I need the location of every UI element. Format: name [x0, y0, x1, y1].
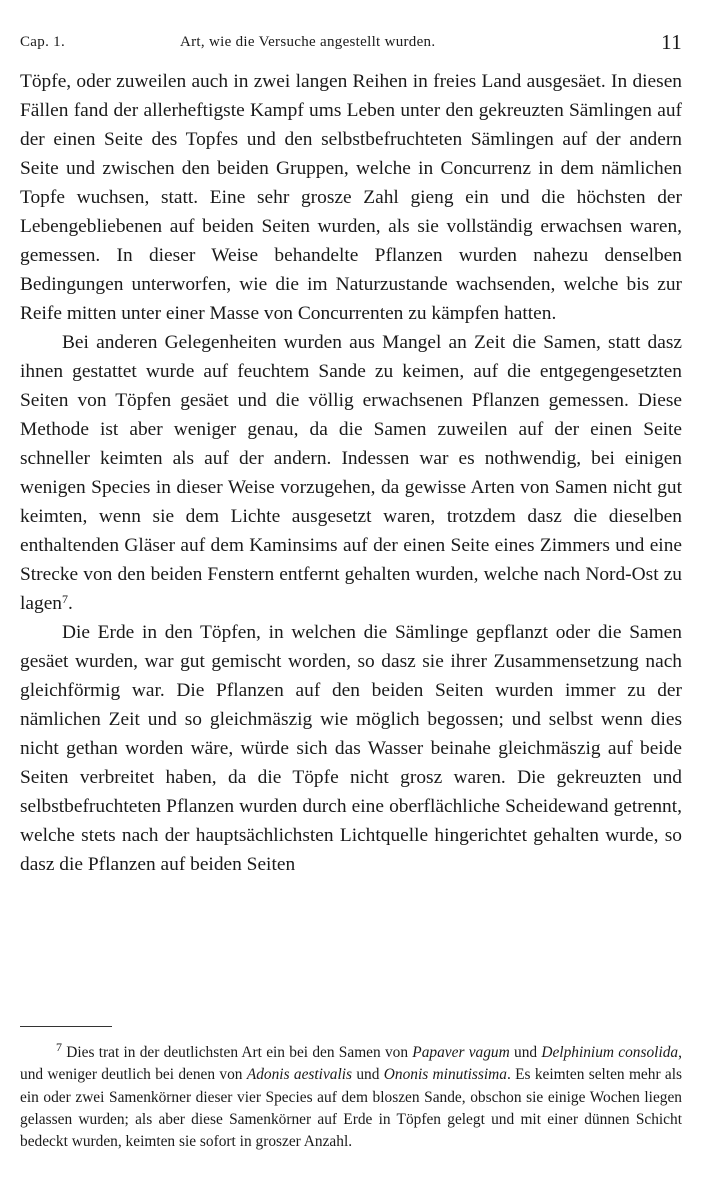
paragraph-1: Töpfe, oder zuweilen auch in zwei langen Reihen in freies Land ausgesäet. In diesen Fällen fand der allerheftigste Kampf ums Leben unter den gekreuzten Sämlingen auf der einen Seite des Topfes und den selbstbefruchteten Sämlingen auf der andern Seite und zwischen den beiden Gruppen, welche in Concurrenz in dem nämlichen Topfe wuchsen, statt. Eine sehr grosze Zahl gieng ein und die höchsten der Lebengebliebenen auf beiden Seiten wurden, als sie vollständig erwachsen waren, gemessen. In dieser Weise behandelte Pflanzen wurden nahezu denselben Bedingungen unterworfen, wie die im Naturzustande wachsenden, welche bis zur Reife mitten unter einer Masse von Concurrenten zu kämpfen hatten.	[20, 71, 682, 324]
footnote	[20, 1042, 682, 1153]
chapter-label: Cap. 1.	[20, 34, 66, 50]
species-name: Adonis aestivalis	[246, 1066, 353, 1084]
species-name: Delphinium consolida	[541, 1044, 679, 1061]
footnote-text	[20, 1042, 682, 1153]
paragraph-2-end: .	[68, 593, 73, 614]
footnote-marker: 7	[56, 1040, 62, 1054]
page-number: 11	[661, 30, 682, 54]
main-text	[20, 67, 682, 879]
species-name: Ononis minutissima	[383, 1066, 507, 1084]
footnote-segment: und	[509, 1044, 542, 1061]
footnote-segment: Dies trat in der deutlichsten Art ein bei den Samen von	[62, 1044, 413, 1061]
footnote-segment: und	[352, 1066, 384, 1084]
paragraph-3: Die Erde in den Töpfen, in welchen die Sämlinge gepflanzt oder die Samen gesäet wurden, war gut gemischt worden, so dasz sie ihrer Zusammensetzung nach gleichförmig war. Die Pflanzen auf den beiden Seiten wurden immer zu der nämlichen Zeit und so gleichmäszig wie möglich begossen; und selbst wenn dies nicht gethan worden wäre, würde sich das Wasser beinahe gleichmäszig auf beide Seiten verbreitet haben, da die Töpfe nicht grosz waren. Die gekreuzten und selbstbefruchteten Pflanzen wurden durch eine oberflächliche Scheidewand getrennt, welche stets nach der hauptsächlichsten Lichtquelle hingerichtet gehalten wurde, so dasz die Pflanzen auf beiden Seiten	[20, 622, 682, 875]
footnote-divider	[20, 1026, 112, 1027]
running-header	[20, 30, 682, 56]
species-name: Papaver vagum	[412, 1044, 510, 1061]
footnote-segment: . Es keimten selten mehr als ein oder zwei Samenkörner dieser vier Species auf dem bloszen Sande, obschon sie einige Wochen liegen gelassen wurden; als aber diese Samenkörner auf Erde in Töpfen gelegt und mit einer dünnen Schicht bedeckt wurden, keimten sie sofort in groszer Anzahl.	[20, 1066, 682, 1151]
paragraph-2	[20, 328, 682, 618]
footnote-reference[interactable]: 7	[62, 592, 68, 606]
paragraph-2-text: Bei anderen Gelegenheiten wurden aus Mangel an Zeit die Samen, statt dasz ihnen gestattet wurde auf feuchtem Sande zu keimen, auf die entgegengesetzten Seiten von Töpfen gesäet und die völlig erwachsenen Pflanzen gemessen. Diese Methode ist aber weniger genau, da die Samen zuweilen auf der einen Seite schneller keimten als auf der andern. Indessen war es nothwendig, bei einigen wenigen Species in dieser Weise vorzugehen, da gewisse Arten von Samen nicht gut keimten, wenn sie dem Lichte ausgesetzt waren, trotzdem dasz die dieselben enthaltenden Gläser auf dem Kaminsims auf der einen Seite eines Zimmers und eine Strecke von den beiden Fenstern entfernt gehalten wurden, welche nach Nord-Ost zu lagen	[20, 332, 682, 614]
running-title: Art, wie die Versuche angestellt wurden.	[180, 34, 436, 50]
footnote-segment: , und weniger deutlich bei denen von	[20, 1044, 682, 1084]
